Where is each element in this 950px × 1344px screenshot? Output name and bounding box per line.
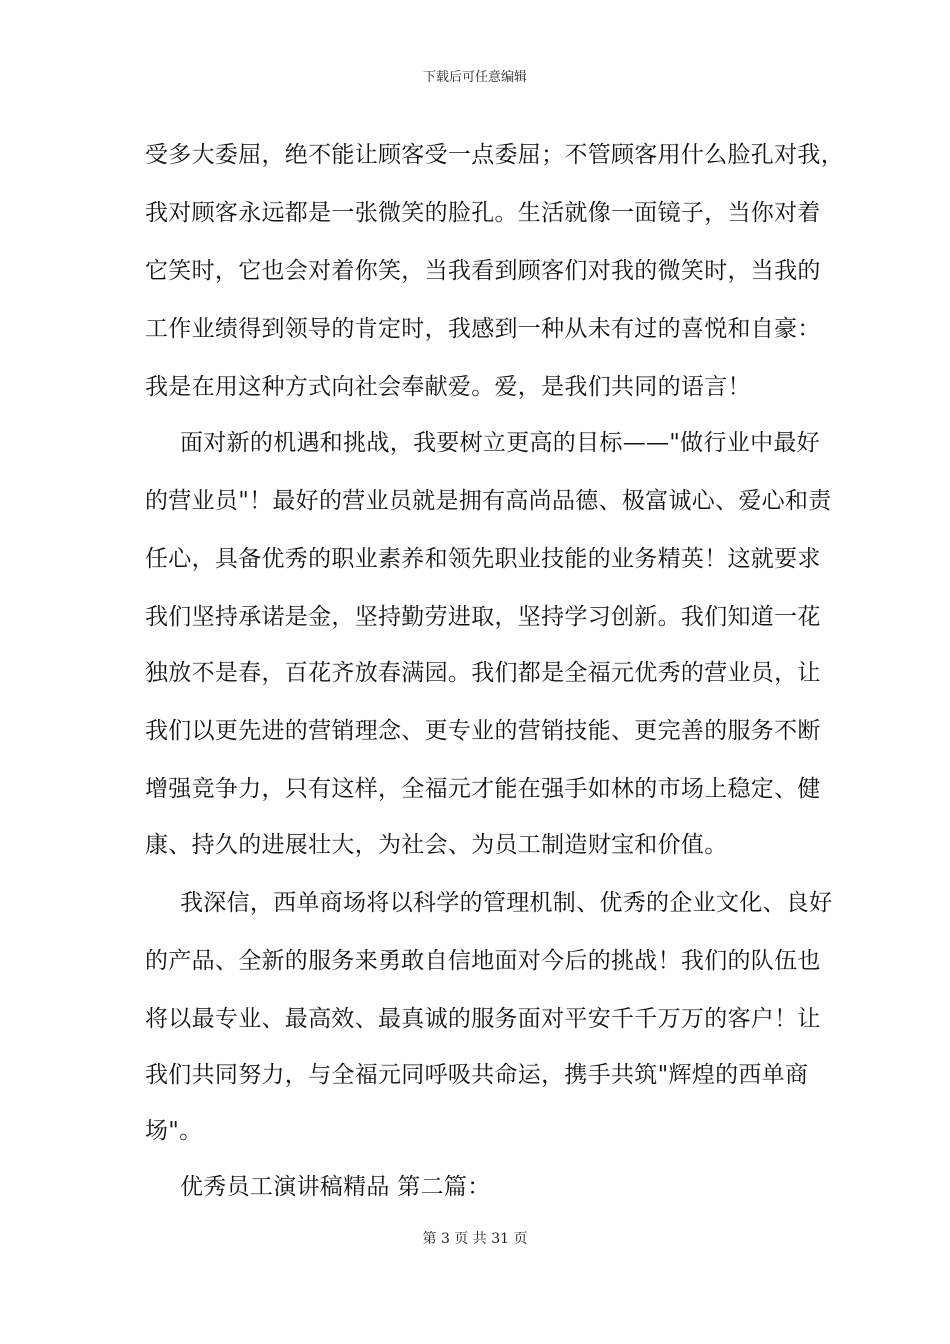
text-line: 将以最专业、最高效、最真诚的服务面对平安千千万万的客户！让	[145, 1006, 821, 1032]
text-line: 我们坚持承诺是金，坚持勤劳进取，坚持学习创新。我们知道一花	[145, 604, 821, 630]
text-line: 面对新的机遇和挑战，我要树立更高的目标——"做行业中最好	[180, 430, 820, 456]
text-line: 工作业绩得到领导的肯定时，我感到一种从未有过的喜悦和自豪：	[145, 316, 821, 342]
text-line: 场"。	[145, 1118, 203, 1144]
text-line: 任心，具备优秀的职业素养和领先职业技能的业务精英！这就要求	[145, 546, 821, 572]
page-footer: 第 3 页 共 31 页	[422, 1231, 528, 1247]
text-line: 我们以更先进的营销理念、更专业的营销技能、更完善的服务不断	[145, 718, 821, 744]
text-line: 我深信，西单商场将以科学的管理机制、优秀的企业文化、良好	[180, 890, 833, 916]
text-line: 的产品、全新的服务来勇敢自信地面对今后的挑战！我们的队伍也	[145, 948, 821, 974]
text-line: 的营业员"！最好的营业员就是拥有高尚品德、极富诚心、爱心和责	[145, 488, 832, 514]
text-line: 它笑时，它也会对着你笑，当我看到顾客们对我的微笑时，当我的	[145, 258, 821, 284]
page-header: 下载后可任意编辑	[422, 70, 527, 85]
text-line: 我是在用这种方式向社会奉献爱。爱，是我们共同的语言！	[145, 374, 751, 400]
text-line: 我们共同努力，与全福元同呼吸共命运，携手共筑"辉煌的西单商	[145, 1062, 809, 1088]
text-line: 我对顾客永远都是一张微笑的脸孔。生活就像一面镜子，当你对着	[145, 200, 821, 226]
text-line: 康、持久的进展壮大，为社会、为员工制造财宝和价值。	[145, 832, 728, 858]
text-line: 受多大委屈，绝不能让顾客受一点委屈；不管顾客用什么脸孔对我，	[145, 142, 844, 168]
text-line: 独放不是春，百花齐放春满园。我们都是全福元优秀的营业员，让	[145, 660, 821, 686]
text-line: 增强竞争力，只有这样，全福元才能在强手如林的市场上稳定、健	[145, 776, 821, 802]
section-heading: 优秀员工演讲稿精品 第二篇：	[180, 1174, 491, 1200]
